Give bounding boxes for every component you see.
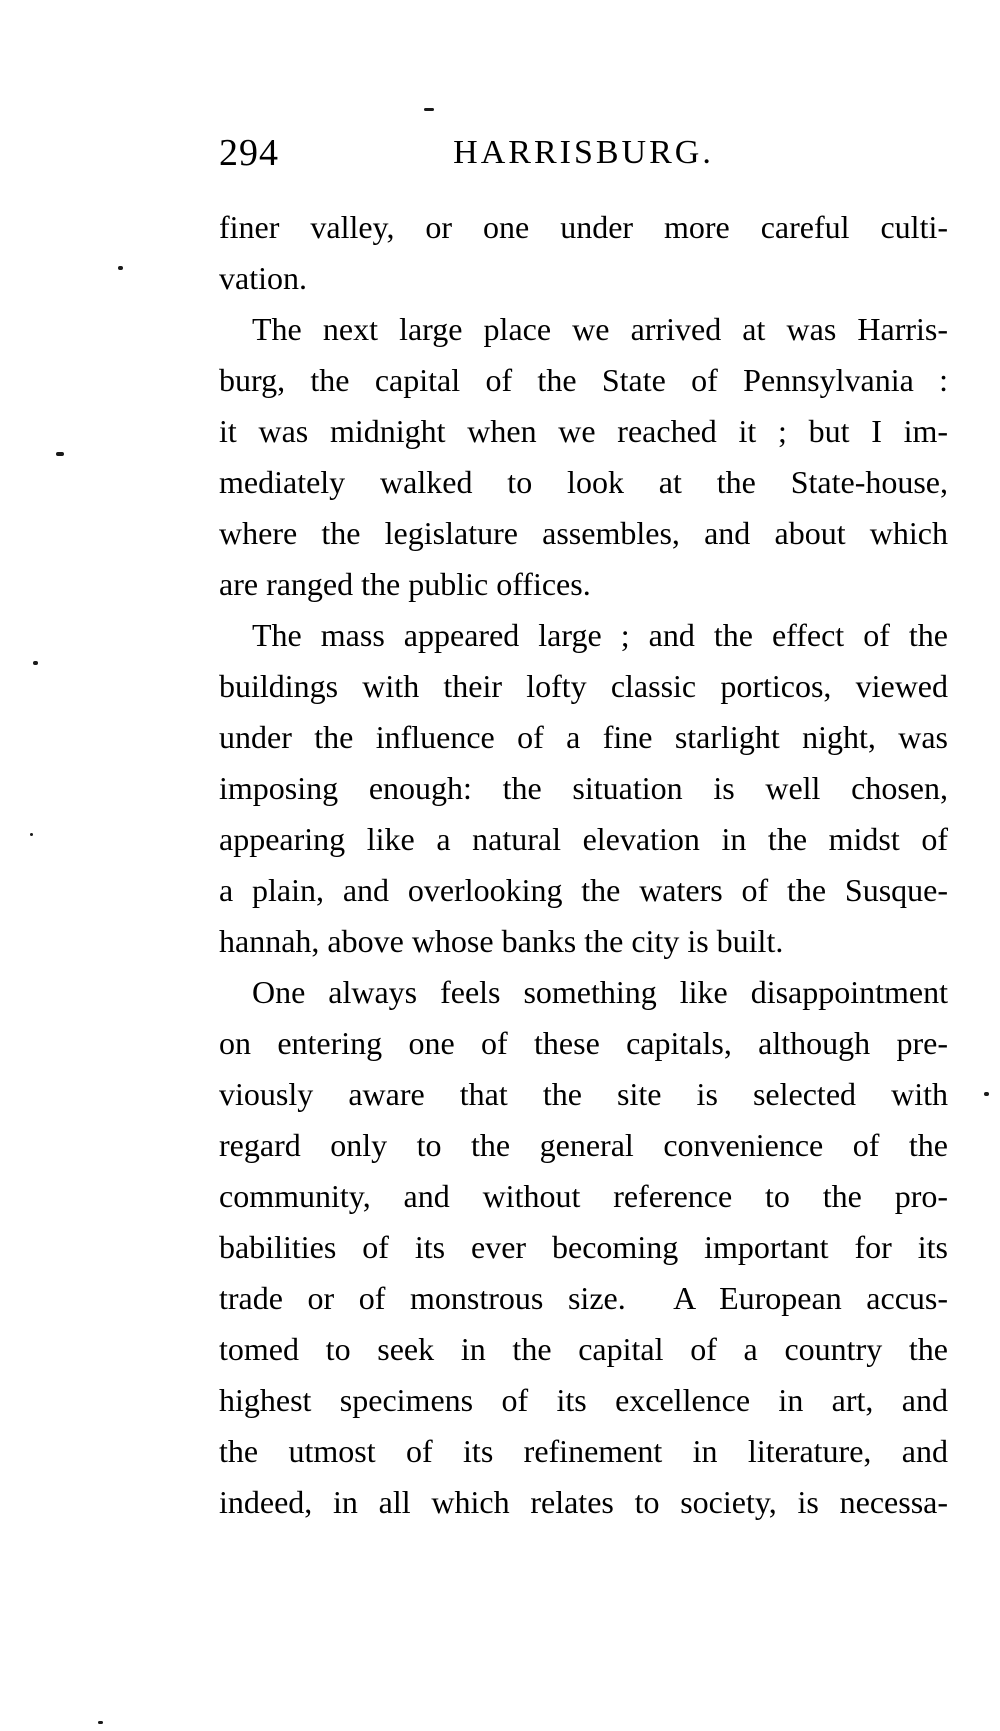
text-line: regard only to the general convenience of the <box>219 1127 948 1163</box>
text-line: appearing like a natural elevation in the midst of <box>219 821 948 857</box>
paragraph <box>219 202 948 304</box>
text-block <box>219 202 948 1528</box>
page-number: 294 <box>219 132 279 174</box>
ink-speck <box>118 266 123 270</box>
text-line: vation. <box>219 260 307 296</box>
paragraph <box>219 967 948 1528</box>
text-line: finer valley, or one under more careful culti- <box>219 209 948 245</box>
text-line: The next large place we arrived at was Harris- <box>252 311 948 347</box>
text-line: burg, the capital of the State of Pennsylvania : <box>219 362 948 398</box>
text-line: on entering one of these capitals, although pre- <box>219 1025 948 1061</box>
text-line: The mass appeared large ; and the effect of the <box>252 617 948 653</box>
ink-speck <box>424 108 434 111</box>
text-line: tomed to seek in the capital of a country the <box>219 1331 948 1367</box>
text-line: community, and without reference to the pro- <box>219 1178 948 1214</box>
text-line: where the legislature assembles, and about which <box>219 515 948 551</box>
text-line: viously aware that the site is selected with <box>219 1076 948 1112</box>
ink-speck <box>56 452 64 456</box>
ink-speck <box>984 1092 989 1096</box>
text-line: One always feels something like disappointment <box>252 974 948 1010</box>
text-line: it was midnight when we reached it ; but I im- <box>219 413 948 449</box>
paragraph <box>219 610 948 967</box>
paragraph <box>219 304 948 610</box>
text-line: babilities of its ever becoming important for its <box>219 1229 948 1265</box>
ink-speck <box>30 833 33 836</box>
text-line: mediately walked to look at the State-house, <box>219 464 948 500</box>
ink-speck <box>33 661 38 665</box>
text-line: buildings with their lofty classic porticos, viewed <box>219 668 948 704</box>
text-line: highest specimens of its excellence in art, and <box>219 1382 948 1418</box>
ink-speck <box>98 1721 103 1724</box>
text-line: a plain, and overlooking the waters of the Susque- <box>219 872 948 908</box>
text-line: hannah, above whose banks the city is built. <box>219 923 784 959</box>
text-line: are ranged the public offices. <box>219 566 591 602</box>
text-line: indeed, in all which relates to society, is necessa- <box>219 1484 948 1520</box>
running-head: HARRISBURG. <box>453 134 714 171</box>
text-line: under the influence of a fine starlight night, was <box>219 719 948 755</box>
text-line: imposing enough: the situation is well chosen, <box>219 770 948 806</box>
text-line: the utmost of its refinement in literature, and <box>219 1433 948 1469</box>
text-line: trade or of monstrous size. A European accus- <box>219 1280 948 1316</box>
